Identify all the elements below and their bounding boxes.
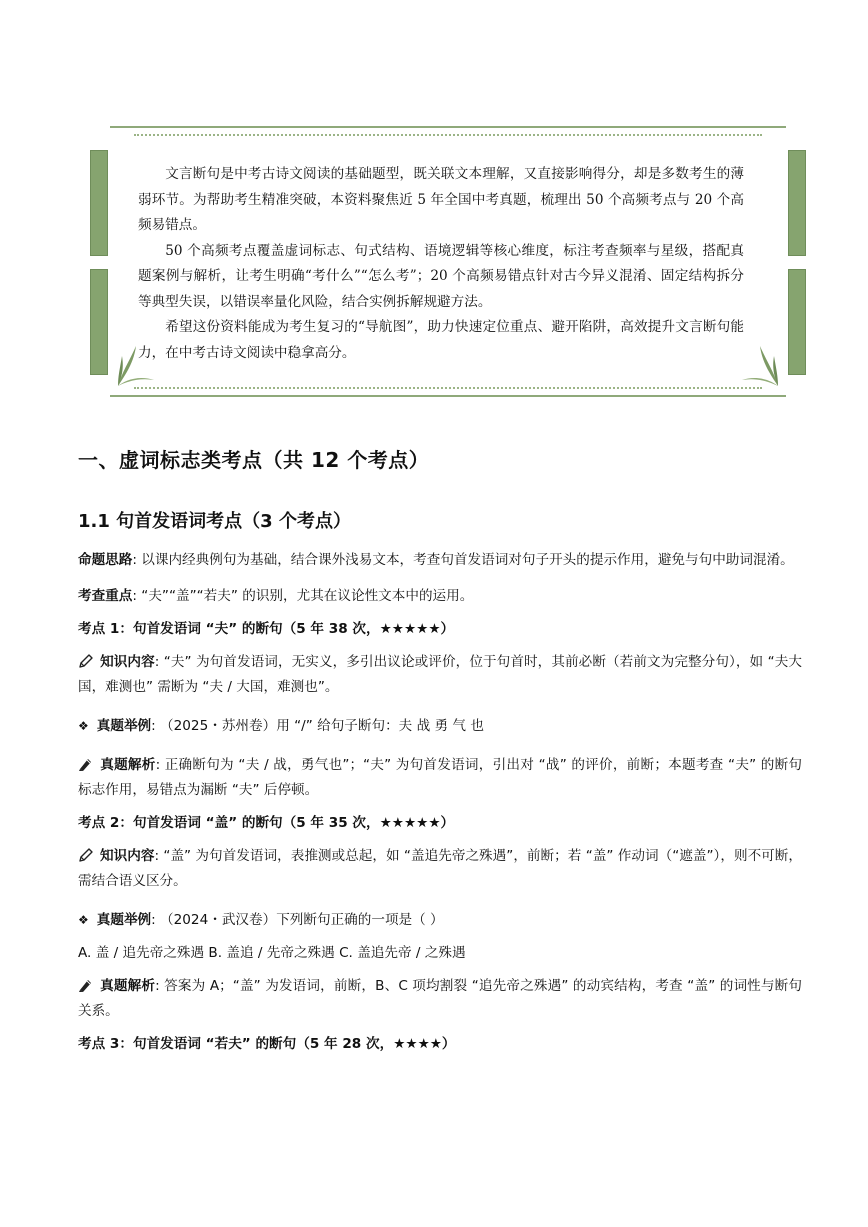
analysis-label: 真题解析 [100, 978, 156, 994]
point-1-knowledge [78, 650, 802, 700]
frame-top-line [110, 126, 786, 128]
point-2-knowledge [78, 844, 802, 894]
frame-left-bar-2 [90, 269, 108, 375]
subsection-heading: 1.1 句首发语词考点（3 个考点） [78, 511, 351, 532]
knowledge-text: : “夫” 为句首发语词，无实义，多引出议论或评价，位于句首时，其前必断（若前文为完整分句），如 “夫大国，难测也” 需断为 “夫 / 大国，难测也”。 [78, 654, 802, 695]
frame-bottom-dots [134, 387, 762, 389]
proposition-intent [78, 548, 802, 573]
section-heading: 一、虚词标志类考点（共 12 个考点） [78, 448, 430, 472]
intro-paragraph-1: 文言断句是中考古诗文阅读的基础题型，既关联文本理解，又直接影响得分，却是多数考生的薄弱环节。为帮助考生精准突破，本资料聚焦近 5 年全国中考真题，梳理出 50 个高频考点与 20 个高频易错点。 [138, 166, 744, 233]
pencil-ruler-icon [78, 977, 94, 993]
frame-top-dots [134, 134, 762, 136]
intent-label: 命题思路 [78, 552, 133, 568]
pencil-icon [78, 847, 94, 863]
pencil-icon [78, 653, 94, 669]
point-3-title: 考点 3：句首发语词 “若夫” 的断句（5 年 28 次，★★★★） [78, 1036, 456, 1052]
point-1-example [78, 714, 802, 739]
diamond-bullet-icon: ❖ [78, 913, 89, 927]
intro-paragraph-2: 50 个高频考点覆盖虚词标志、句式结构、语境逻辑等核心维度，标注考查频率与星级，搭配真题案例与解析，让考生明确“考什么”“怎么考”；20 个高频易错点针对古今异义混淆、固定结构拆分等典型失误，以错误率量化风险，结合实例拆解规避方法。 [138, 242, 744, 310]
example-text: : （2025・苏州卷）用 “/” 给句子断句：夫 战 勇 气 也 [151, 718, 484, 734]
point-1-title: 考点 1：句首发语词 “夫” 的断句（5 年 38 次，★★★★★） [78, 621, 455, 637]
bamboo-leaf-icon [112, 344, 158, 390]
intro-frame [90, 122, 806, 404]
focus-label: 考查重点 [78, 588, 133, 604]
example-text: : （2024・武汉卷）下列断句正确的一项是（ ） [151, 912, 444, 928]
focus-text: : “夫”“盖”“若夫” 的识别，尤其在议论性文本中的运用。 [132, 588, 474, 604]
pencil-ruler-icon [78, 756, 94, 772]
frame-bottom-line [110, 395, 786, 397]
intent-text: : 以课内经典例句为基础，结合课外浅易文本，考查句首发语词对句子开头的提示作用，避免与句中助词混淆。 [132, 552, 794, 568]
analysis-label: 真题解析 [100, 757, 156, 773]
content-body [78, 548, 802, 1057]
example-label: 真题举例 [96, 718, 152, 734]
example-label: 真题举例 [96, 912, 152, 928]
knowledge-label: 知识内容 [100, 848, 155, 864]
point-2-example [78, 908, 802, 933]
frame-right-bar-2 [788, 269, 806, 375]
point-2-analysis [78, 974, 802, 1024]
knowledge-text: : “盖” 为句首发语词，表推测或总起，如 “盖追先帝之殊遇”，前断；若 “盖” 作动词（“遮盖”），则不可断，需结合语义区分。 [78, 848, 802, 889]
intro-paragraph-3: 希望这份资料能成为考生复习的“导航图”，助力快速定位重点、避开陷阱，高效提升文言断句能力，在中考古诗文阅读中稳拿高分。 [138, 319, 744, 361]
diamond-bullet-icon: ❖ [78, 719, 89, 733]
frame-right-bar-1 [788, 150, 806, 256]
point-2-options: A. 盖 / 追先帝之殊遇 B. 盖追 / 先帝之殊遇 C. 盖追先帝 / 之殊遇 [78, 945, 466, 961]
analysis-text: : 答案为 A；“盖” 为发语词，前断，B、C 项均割裂 “追先帝之殊遇” 的动宾结构，考查 “盖” 的词性与断句关系。 [78, 978, 803, 1019]
analysis-text: : 正确断句为 “夫 / 战，勇气也”；“夫” 为句首发语词，引出对 “战” 的评价，前断；本题考查 “夫” 的断句标志作用，易错点为漏断 “夫” 后停顿。 [78, 757, 803, 798]
point-1-analysis [78, 753, 802, 803]
frame-left-bar-1 [90, 150, 108, 256]
bamboo-leaf-icon [738, 344, 784, 390]
knowledge-label: 知识内容 [100, 654, 155, 670]
intro-text [138, 162, 744, 366]
exam-focus [78, 584, 802, 609]
point-2-title: 考点 2：句首发语词 “盖” 的断句（5 年 35 次，★★★★★） [78, 815, 455, 831]
